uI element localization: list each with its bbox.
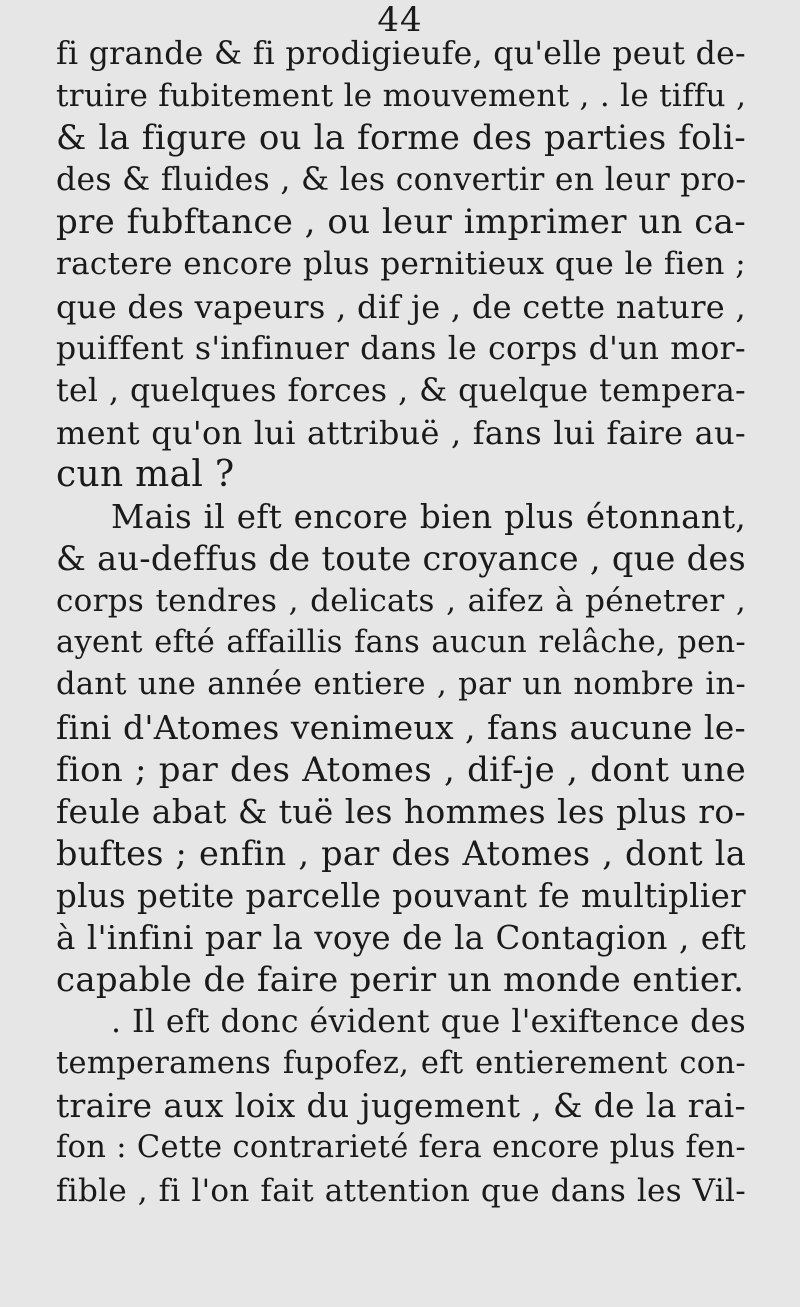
text-line: des & fluides , & les convertir en leur pro- bbox=[56, 162, 747, 199]
text-line: feule abat & tuë les hommes les plus ro- bbox=[56, 791, 746, 831]
text-line: cun mal ? bbox=[56, 453, 235, 495]
text-line: plus petite parcelle pouvant fe multiplier bbox=[56, 876, 746, 915]
text-line: fion ; par des Atomes , dif-je , dont une bbox=[56, 749, 746, 790]
text-line: & au-deffus de toute croyance , que des bbox=[56, 539, 746, 579]
text-line: fible , fi l'on fait attention que dans les Vil- bbox=[56, 1172, 746, 1209]
text-line: ment qu'on lui attribuë , fans lui faire au- bbox=[56, 413, 746, 452]
text-line: temperamens fupofez, eft entierement con- bbox=[56, 1046, 746, 1082]
text-line: pre fubftance , ou leur imprimer un ca- bbox=[56, 202, 746, 243]
page-number: 44 bbox=[377, 0, 423, 40]
text-line: que des vapeurs , dif je , de cette nature , bbox=[56, 287, 746, 326]
text-line: dant une année entiere , par un nombre in- bbox=[56, 667, 746, 703]
text-line: & la figure ou la forme des parties foli- bbox=[56, 118, 746, 159]
text-line: fini d'Atomes venimeux , fans aucune le- bbox=[56, 707, 746, 747]
text-line: fi grande & fi prodigieufe, qu'elle peut de- bbox=[56, 36, 746, 72]
text-line: fon : Cette contrarieté fera encore plus fen- bbox=[56, 1130, 746, 1166]
text-line: . Il eft donc évident que l'exiftence des bbox=[111, 1004, 746, 1041]
text-line: tel , quelques forces , & quelque tempera- bbox=[56, 372, 746, 409]
text-line: à l'infini par la voye de la Contagion , eft bbox=[56, 918, 746, 957]
body-text bbox=[56, 33, 746, 1212]
text-line: buftes ; enfin , par des Atomes , dont la bbox=[56, 833, 746, 873]
text-line: traire aux loix du jugement , & de la rai- bbox=[56, 1086, 746, 1126]
text-line: ractere encore plus pernitieux que le fien ; bbox=[56, 246, 746, 283]
text-line: ayent efté affaillis fans aucun relâche, pen- bbox=[56, 625, 746, 661]
text-line: truire fubitement le mouvement , . le tiffu , bbox=[56, 78, 747, 115]
text-line: Mais il eft encore bien plus étonnant, bbox=[111, 498, 746, 537]
text-line: corps tendres , delicats , aifez à pénetrer , bbox=[56, 583, 746, 620]
text-line: puiffent s'infinuer dans le corps d'un mor- bbox=[56, 330, 746, 367]
text-line: capable de faire perir un monde entier. bbox=[56, 960, 745, 1001]
